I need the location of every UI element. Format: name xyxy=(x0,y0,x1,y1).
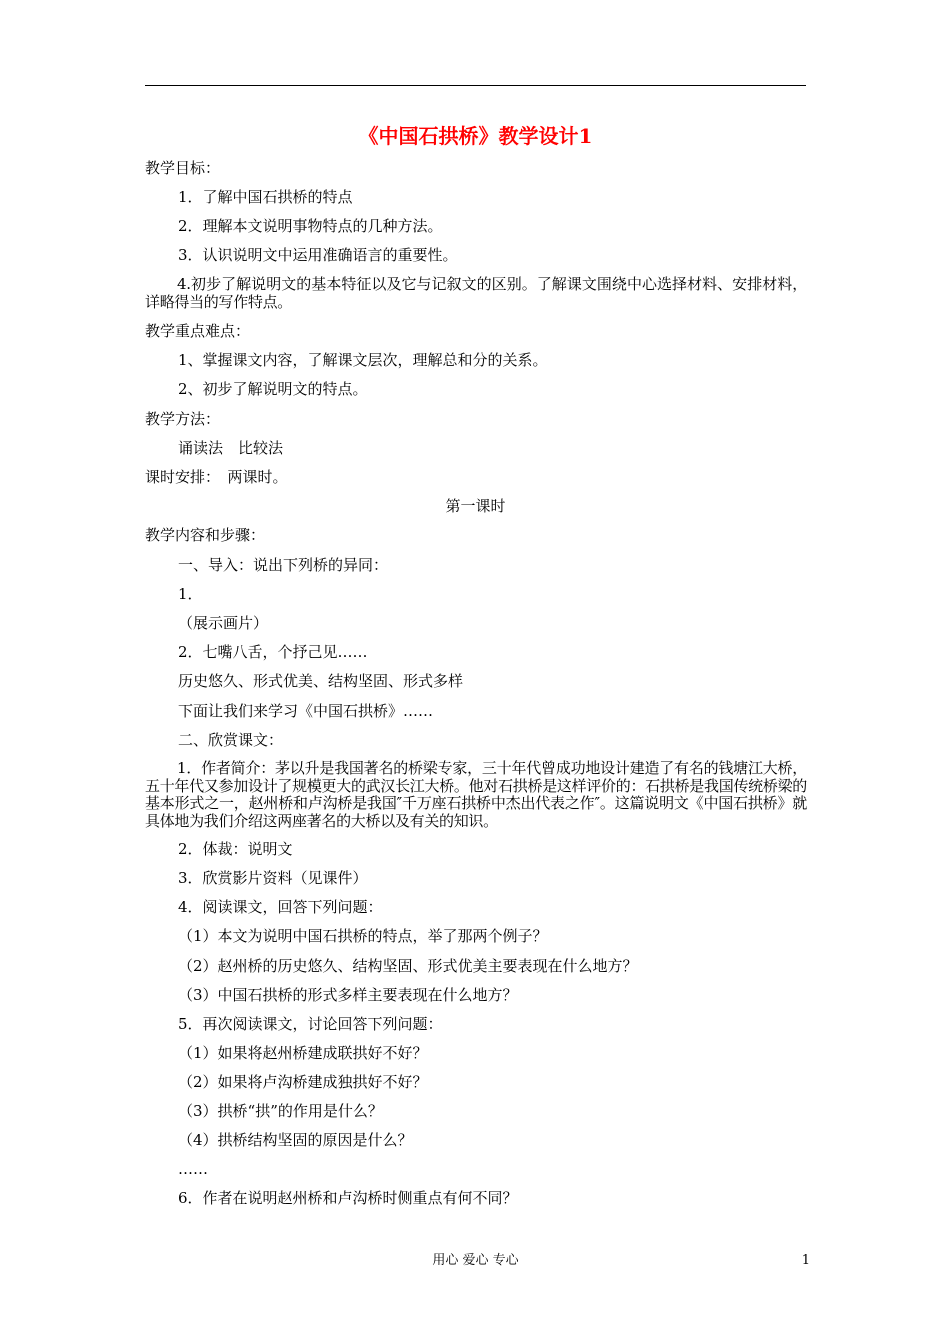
read-heading-1: 4．阅读课文，回答下列问题： xyxy=(178,898,383,916)
intro-item-1: 1． xyxy=(178,585,203,603)
document-title: 《中国石拱桥》教学设计1 xyxy=(358,124,593,148)
header-rule xyxy=(145,85,806,86)
read-heading-2: 5．再次阅读课文，讨论回答下列问题： xyxy=(178,1015,443,1033)
page-number: 1 xyxy=(801,1253,810,1268)
intro-note: （展示画片） xyxy=(178,614,269,632)
intro-item-2: 2．七嘴八舌，个抒己见…… xyxy=(178,643,368,661)
schedule-text: 课时安排： 两课时。 xyxy=(145,468,288,486)
appreciate-heading: 二、欣赏课文： xyxy=(178,731,284,749)
question-item: （1）如果将赵州桥建成联拱好不好？ xyxy=(178,1044,428,1062)
steps-heading: 教学内容和步骤： xyxy=(145,526,266,544)
goal-item: 1．了解中国石拱桥的特点 xyxy=(178,188,353,206)
author-paragraph: 1．作者简介：茅以升是我国著名的桥梁专家，三十年代曾成功地设计建造了有名的钱塘江大桥，五十年代又参加设计了规模更大的武汉长江大桥。他对石拱桥是这样评价的：石拱桥是我国传统桥梁的基本形式之一，赵州桥和卢沟桥是我国″千万座石拱桥中杰出代表之作″。这篇说明文《中国石拱桥》就具体地为我们介绍这两座著名的大桥以及有关的知识。 xyxy=(145,759,807,830)
goal-item: 3．认识说明文中运用准确语言的重要性。 xyxy=(178,246,458,264)
question-item: （2）如果将卢沟桥建成独拱好不好？ xyxy=(178,1073,428,1091)
question-item: （4）拱桥结构坚固的原因是什么？ xyxy=(178,1131,413,1149)
keypoints-heading: 教学重点难点： xyxy=(145,322,251,340)
intro-answer: 历史悠久、形式优美、结构坚固、形式多样 xyxy=(178,672,464,690)
question-item: （1）本文为说明中国石拱桥的特点，举了那两个例子？ xyxy=(178,927,548,945)
ellipsis-text: …… xyxy=(178,1160,208,1178)
question-item: （3）中国石拱桥的形式多样主要表现在什么地方？ xyxy=(178,986,518,1004)
goal-item-4: 4.初步了解说明文的基本特征以及它与记叙文的区别。了解课文围绕中心选择材料、安排材料，详略得当的写作特点。 xyxy=(145,275,807,311)
video-text: 3．欣赏影片资料（见课件） xyxy=(178,869,368,887)
goals-heading: 教学目标： xyxy=(145,159,221,177)
footer-motto: 用心 爱心 专心 xyxy=(432,1253,519,1268)
methods-text: 诵读法 比较法 xyxy=(178,439,284,457)
goal-item: 2．理解本文说明事物特点的几种方法。 xyxy=(178,217,443,235)
genre-text: 2．体裁：说明文 xyxy=(178,840,293,858)
intro-heading: 一、导入：说出下列桥的异同： xyxy=(178,556,389,574)
intro-transition: 下面让我们来学习《中国石拱桥》…… xyxy=(178,702,434,720)
lesson-heading: 第一课时 xyxy=(445,497,506,515)
methods-heading: 教学方法： xyxy=(145,410,221,428)
question-6: 6．作者在说明赵州桥和卢沟桥时侧重点有何不同？ xyxy=(178,1189,518,1207)
question-item: （2）赵州桥的历史悠久、结构坚固、形式优美主要表现在什么地方？ xyxy=(178,957,638,975)
question-item: （3）拱桥“拱”的作用是什么？ xyxy=(178,1102,383,1120)
keypoint-item: 1、掌握课文内容，了解课文层次，理解总和分的关系。 xyxy=(178,351,548,369)
keypoint-item: 2、初步了解说明文的特点。 xyxy=(178,380,368,398)
